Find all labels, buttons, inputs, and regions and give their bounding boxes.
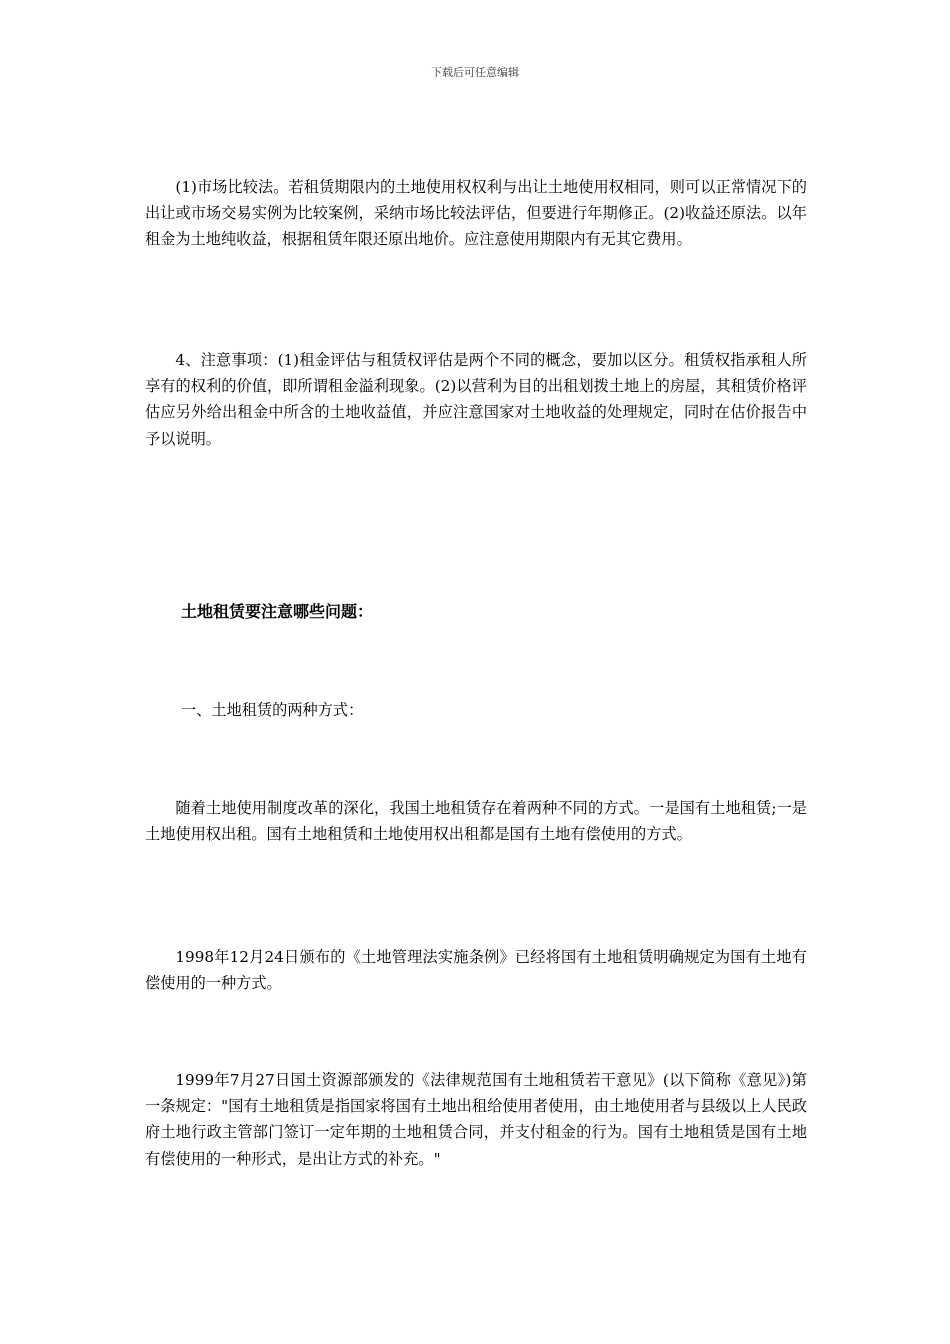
subsection-heading: 一、土地租赁的两种方式： — [181, 701, 364, 719]
paragraph-opinion-1999: 1999年7月27日国土资源部颁发的《法律规范国有土地租赁若干意见》(以下简称《意见》)第一条规定："国有土地租赁是指国家将国有土地出租给使用者使用，由土地使用者与县级以上人民政府土地行政主管部门签订一定年期的土地租赁合同，并支付租金的行为。国有土地租赁是国有土地有偿使用的一种形式，是出让方式的补充。" — [145, 1071, 807, 1168]
paragraph-reform: 随着土地使用制度改革的深化，我国土地租赁存在着两种不同的方式。一是国有土地租赁;一是土地使用权出租。国有土地租赁和土地使用权出租都是国有土地有偿使用的方式。 — [145, 799, 807, 844]
paragraph-market-comparison-method: (1)市场比较法。若租赁期限内的土地使用权权利与出让土地使用权相同，则可以正常情况下的出让或市场交易实例为比较案例，采纳市场比较法评估，但要进行年期修正。(2)收益还原法。以年租金为土地纯收益，根据租赁年限还原出地价。应注意使用期限内有无其它费用。 — [145, 178, 807, 249]
section-heading: 土地租赁要注意哪些问题： — [181, 602, 374, 621]
paragraph-notes: 4、注意事项：(1)租金评估与租赁权评估是两个不同的概念，要加以区分。租赁权指承租人所享有的权利的价值，即所谓租金溢利现象。(2)以营利为目的出租划拨土地上的房屋，其租赁价格评估应另外给出租金中所含的土地收益值，并应注意国家对土地收益的处理规定，同时在估价报告中予以说明。 — [145, 351, 807, 448]
paragraph-regulation-1998: 1998年12月24日颁布的《土地管理法实施条例》已经将国有土地租赁明确规定为国有土地有偿使用的一种方式。 — [145, 948, 807, 993]
page-header: 下载后可任意编辑 — [431, 66, 519, 79]
